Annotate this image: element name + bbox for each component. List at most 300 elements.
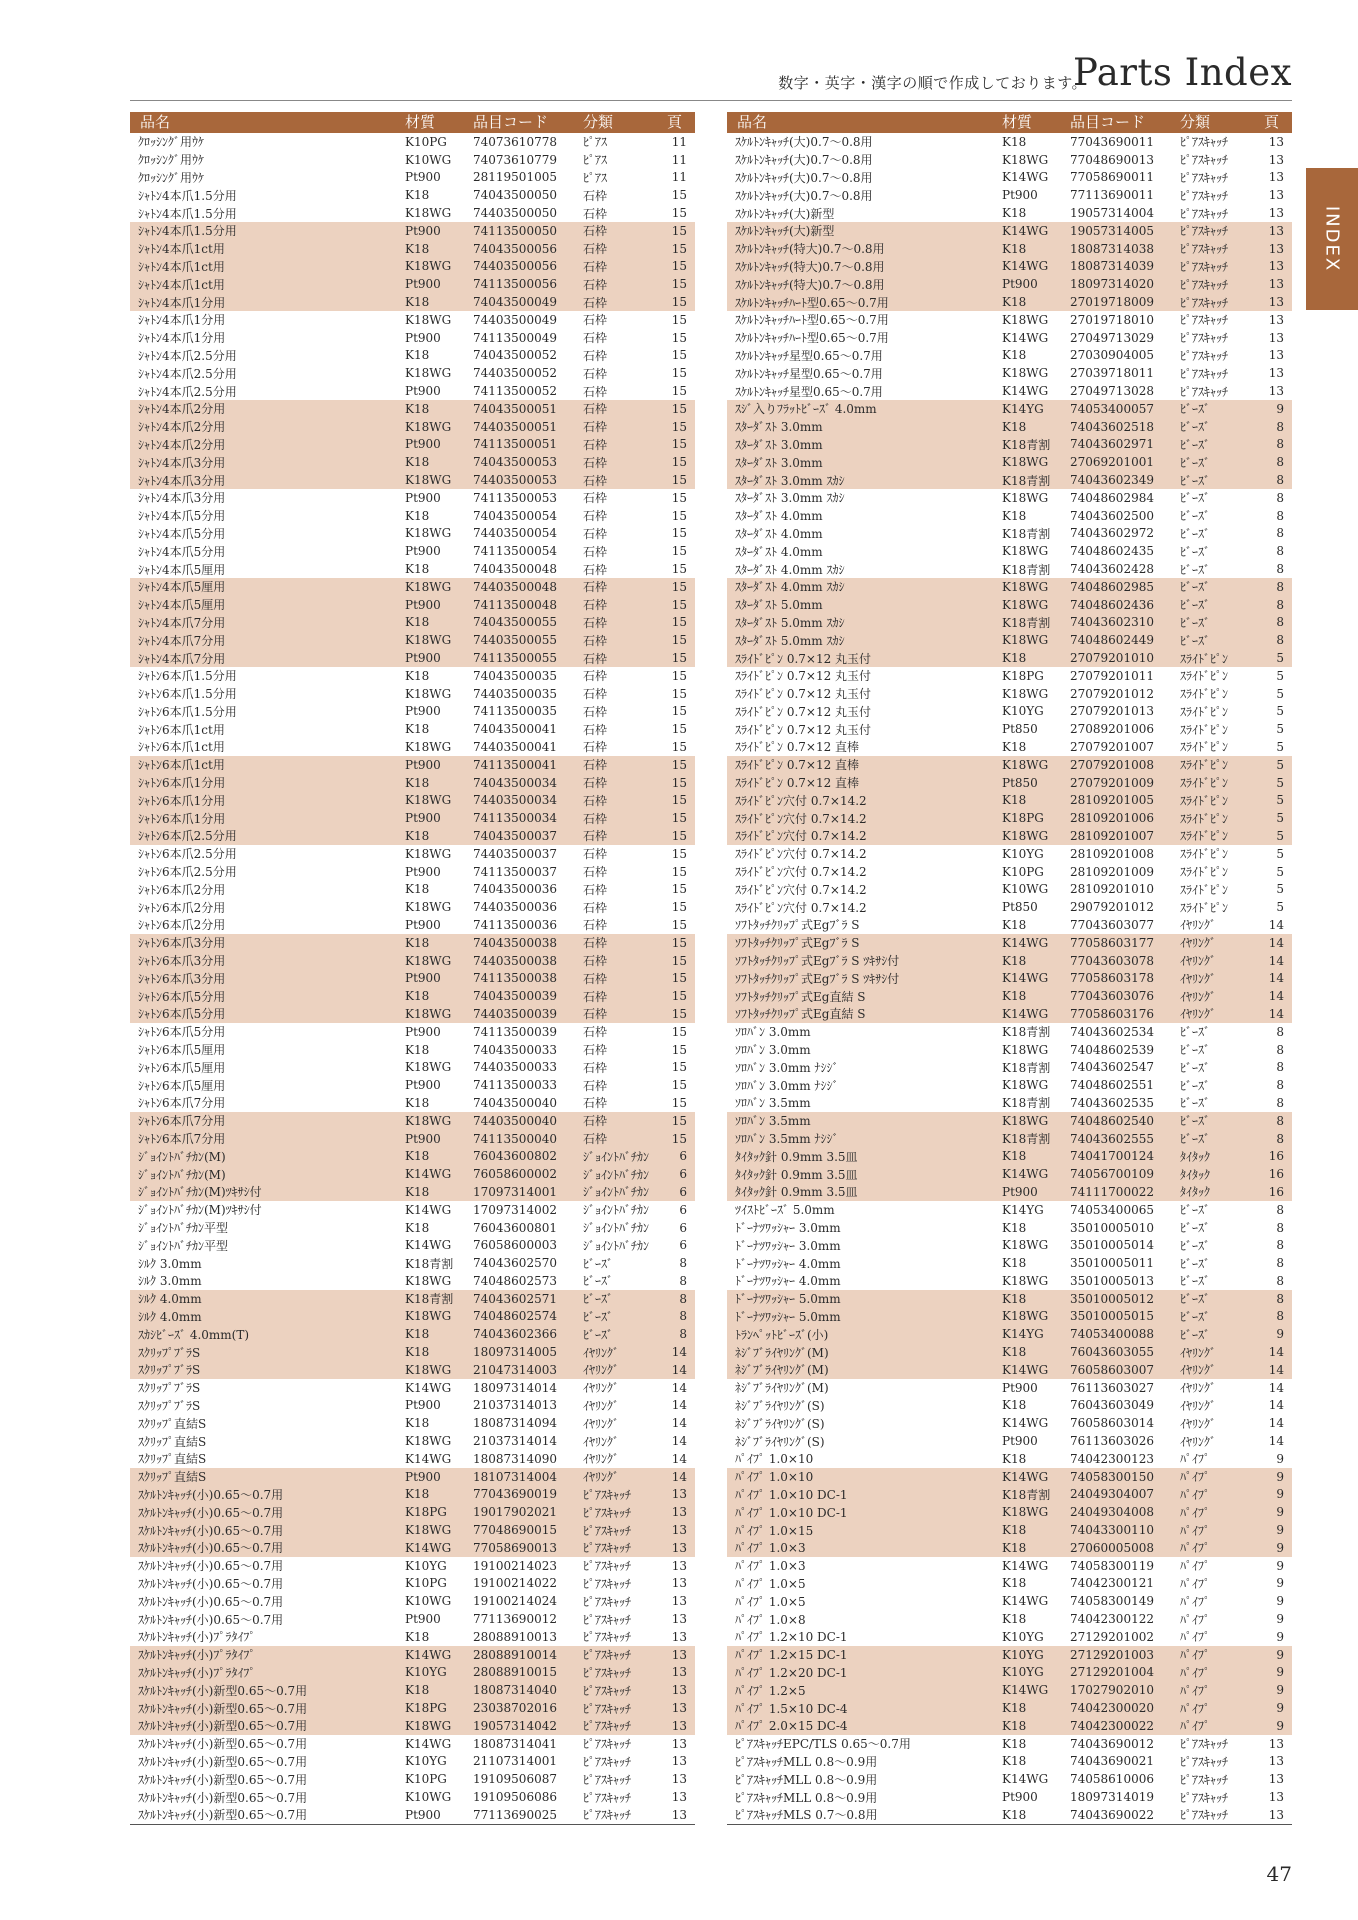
material-cell: Pt900 [405,277,441,292]
part-name-cell: ﾋﾟｱｽｷｬｯﾁMLL 0.8～0.9用 [735,1772,878,1787]
category-cell: ﾊﾟｲﾌﾟ [1180,1701,1211,1716]
table-row [727,1788,1292,1806]
part-name-cell: ｼｬﾄﾝ4本爪7分用 [138,615,226,630]
item-code-cell: 74403500056 [473,259,557,274]
item-code-cell: 74041700124 [1070,1149,1154,1164]
category-cell: ｽﾗｲﾄﾞﾋﾟﾝ [1180,776,1229,791]
material-cell: K14WG [1002,1006,1049,1021]
page-cell: 15 [671,917,687,932]
category-cell: ﾋﾟｱｽｷｬｯﾁ [583,1594,632,1609]
table-row [130,1521,695,1539]
material-cell: K18WG [405,739,452,754]
header-divider [130,100,1292,101]
material-cell: Pt900 [405,597,441,612]
page-cell: 15 [671,811,687,826]
material-cell: K18 [405,775,430,790]
page-cell: 13 [671,1505,687,1520]
part-name-cell: ｽｸﾘｯﾌﾟ直結S [138,1452,207,1467]
item-code-cell: 77048690013 [1070,152,1154,167]
table-row [727,1753,1292,1771]
material-cell: K18WG [1002,455,1049,470]
item-code-cell: 76043603055 [1070,1345,1154,1360]
table-row [130,1023,695,1041]
item-code-cell: 77058603178 [1070,971,1154,986]
item-code-cell: 74403500038 [473,953,557,968]
category-cell: ﾋﾞｰｽﾞ [1180,1060,1211,1075]
material-cell: K14YG [1002,1202,1044,1217]
item-code-cell: 74042300122 [1070,1612,1154,1627]
material-cell: K14WG [1002,1772,1049,1787]
material-cell: K14YG [1002,1327,1044,1342]
material-cell: K18青割 [1002,526,1051,541]
category-cell: ﾋﾞｰｽﾞ [583,1309,614,1324]
category-cell: ﾋﾟｱｽｷｬｯﾁ [1180,259,1229,274]
part-name-cell: ｼｬﾄﾝ6本爪2分用 [138,918,226,933]
part-name-cell: ｽｹﾙﾄﾝｷｬｯﾁﾊｰﾄ型0.65～0.7用 [735,313,889,328]
category-cell: 石枠 [583,651,608,666]
item-code-cell: 19057314042 [473,1718,557,1733]
category-cell: ﾋﾟｱｽｷｬｯﾁ [583,1576,632,1591]
table-row [727,1397,1292,1415]
item-code-cell: 74043602349 [1070,473,1154,488]
item-code-cell: 77043603078 [1070,953,1154,968]
page-cell: 15 [671,473,687,488]
part-name-cell: ｸﾛｯｼﾝｸﾞ用ｳｹ [138,135,205,150]
table-row [130,596,695,614]
page-cell: 9 [1276,1469,1284,1484]
category-cell: ﾋﾟｱｽｷｬｯﾁ [583,1808,632,1823]
material-cell: K10YG [1002,846,1044,861]
category-cell: ｼﾞｮｲﾝﾄﾊﾞﾁｶﾝ [583,1167,650,1182]
part-name-cell: ﾊﾟｲﾌﾟ 1.5×10 DC-4 [735,1701,848,1716]
page-cell: 13 [1268,170,1284,185]
category-cell: 石枠 [583,366,608,381]
item-code-cell: 28088910014 [473,1647,557,1662]
page-cell: 5 [1276,739,1284,754]
part-name-cell: ｼﾞｮｲﾝﾄﾊﾞﾁｶﾝ平型 [138,1221,229,1235]
page-cell: 13 [1268,384,1284,399]
category-cell: ｲﾔﾘﾝｸﾞ [583,1434,620,1449]
parts-table-left [130,112,695,1825]
page-cell: 13 [1268,330,1284,345]
page-cell: 8 [1276,597,1284,612]
material-cell: K18青割 [1002,1025,1051,1040]
item-code-cell: 74113500041 [473,757,557,772]
category-cell: ﾋﾞｰｽﾞ [1180,1203,1211,1218]
page-cell: 15 [671,1024,687,1039]
table-row [727,240,1292,258]
category-cell: 石枠 [583,776,608,791]
material-cell: K14WG [1002,935,1049,950]
page-cell: 14 [1268,1345,1284,1360]
page-cell: 14 [671,1434,687,1449]
page-cell: 14 [671,1362,687,1377]
category-cell: ﾋﾞｰｽﾞ [1180,1096,1211,1111]
page-cell: 8 [1276,1238,1284,1253]
material-cell: K18 [1002,241,1027,256]
index-tab-label: INDEX [1321,205,1343,273]
page-cell: 9 [1276,1451,1284,1466]
page-header [130,50,1292,96]
page-cell: 8 [1276,1273,1284,1288]
material-cell: K10YG [1002,1665,1044,1680]
item-code-cell: 27049713029 [1070,330,1154,345]
part-name-cell: ｼｬﾄﾝ6本爪5分用 [138,1025,226,1040]
page-cell: 13 [671,1736,687,1751]
category-cell: ｽﾗｲﾄﾞﾋﾟﾝ [1180,900,1229,915]
item-code-cell: 28088910015 [473,1665,557,1680]
material-cell: K18 [1002,1451,1027,1466]
item-code-cell: 74403500036 [473,900,557,915]
table-row [130,1432,695,1450]
category-cell: ﾋﾟｱｽｷｬｯﾁ [583,1630,632,1645]
table-row [130,1112,695,1130]
item-code-cell: 28109201007 [1070,828,1154,843]
material-cell: K10PG [1002,864,1044,879]
table-row [130,275,695,293]
page-cell: 8 [1276,1202,1284,1217]
material-cell: K14WG [1002,1558,1049,1573]
page-cell: 8 [679,1327,687,1342]
part-name-cell: ﾄﾞｰﾅﾂﾜｯｼｬｰ 5.0mm [735,1292,841,1307]
page-cell: 13 [1268,134,1284,149]
part-name-cell: ｼｬﾄﾝ4本爪5分用 [138,509,226,524]
material-cell: Pt900 [405,651,441,665]
material-cell: K18PG [1002,668,1044,683]
category-cell: 石枠 [583,989,608,1004]
item-code-cell: 35010005010 [1070,1220,1154,1235]
category-cell: 石枠 [583,562,608,577]
category-cell: 石枠 [583,882,608,897]
category-cell: ｼﾞｮｲﾝﾄﾊﾞﾁｶﾝ [583,1149,650,1164]
category-cell: ﾋﾞｰｽﾞ [1180,1238,1211,1253]
column-header-material: 材質 [405,113,436,131]
category-cell: ﾋﾞｰｽﾞ [1180,562,1211,577]
page-cell: 13 [671,1540,687,1555]
category-cell: ﾋﾞｰｽﾞ [1180,509,1211,524]
part-name-cell: ｼｬﾄﾝ6本爪7分用 [138,1096,226,1111]
page-cell: 13 [671,1701,687,1716]
item-code-cell: 74043500039 [473,989,557,1004]
page-cell: 9 [1276,1701,1284,1716]
part-name-cell: ﾊﾟｲﾌﾟ 1.0×5 [735,1576,806,1591]
page-cell: 15 [671,846,687,861]
table-row [130,1806,695,1824]
part-name-cell: ﾊﾟｲﾌﾟ 1.0×3 [735,1541,806,1556]
part-name-cell: ﾊﾟｲﾌﾟ 1.2×20 DC-1 [735,1665,848,1680]
page-cell: 15 [671,597,687,612]
part-name-cell: ｽｹﾙﾄﾝｷｬｯﾁ(大)0.7～0.8用 [735,170,873,185]
part-name-cell: ｽﾗｲﾄﾞﾋﾟﾝ 0.7×12 丸玉付 [735,687,872,702]
part-name-cell: ｸﾛｯｼﾝｸﾞ用ｳｹ [138,153,205,168]
category-cell: ｽﾗｲﾄﾞﾋﾟﾝ [1180,793,1229,808]
category-cell: 石枠 [583,224,608,239]
page-cell: 15 [671,900,687,915]
part-name-cell: ｽﾀｰﾀﾞｽﾄ 4.0mm [735,544,823,559]
table-row [727,1628,1292,1646]
category-cell: 石枠 [583,544,608,559]
material-cell: K14WG [1002,1416,1049,1431]
part-name-cell: ｼｬﾄﾝ4本爪2分用 [138,437,226,452]
table-row [727,1486,1292,1504]
page-cell: 13 [671,1487,687,1502]
page-cell: 15 [671,490,687,505]
table-row [130,382,695,400]
material-cell: K18青割 [405,1256,454,1271]
material-cell: K14WG [405,1451,452,1466]
category-cell: ﾋﾞｰｽﾞ [1180,1292,1211,1307]
table-row [130,934,695,952]
part-name-cell: ｼﾙｸ 4.0mm [138,1309,202,1324]
part-name-cell: ｼｬﾄﾝ6本爪1.5分用 [138,704,237,719]
page-cell: 15 [671,366,687,381]
item-code-cell: 18107314004 [473,1469,557,1484]
item-code-cell: 74043500053 [473,455,557,470]
material-cell: K18WG [1002,1113,1049,1128]
table-row [130,1628,695,1646]
table-row [727,756,1292,774]
parts-table-right [727,112,1292,1825]
table-row [727,1058,1292,1076]
table-row [130,1005,695,1023]
item-code-cell: 19109506087 [473,1772,557,1787]
category-cell: ﾋﾟｱｽｷｬｯﾁ [1180,170,1229,185]
page-cell: 15 [671,615,687,630]
category-cell: ﾋﾟｱｽｷｬｯﾁ [1180,384,1229,399]
page-cell: 15 [671,971,687,986]
material-cell: K18WG [405,846,452,861]
page-cell: 13 [1268,241,1284,256]
table-bottom-rule [727,1824,1292,1825]
table-row [727,952,1292,970]
item-code-cell: 74043602971 [1070,437,1154,452]
page-cell: 15 [671,544,687,559]
table-row [727,916,1292,934]
table-row [130,560,695,578]
table-row [727,880,1292,898]
material-cell: K18 [405,935,430,950]
table-row [130,1681,695,1699]
table-row [727,720,1292,738]
part-name-cell: ｼｬﾄﾝ6本爪1ct用 [138,740,225,755]
item-code-cell: 74043500052 [473,348,557,363]
part-name-cell: ｼｬﾄﾝ6本爪5厘用 [138,1078,226,1093]
table-row [130,578,695,596]
item-code-cell: 74048602985 [1070,579,1154,594]
category-cell: ｼﾞｮｲﾝﾄﾊﾞﾁｶﾝ [583,1185,650,1200]
table-row [130,1486,695,1504]
table-row [727,507,1292,525]
item-code-cell: 74043602555 [1070,1131,1154,1146]
page-cell: 9 [1276,1487,1284,1502]
table-row [130,774,695,792]
page-cell: 13 [1268,277,1284,292]
part-name-cell: ｽﾗｲﾄﾞﾋﾟﾝ 0.7×12 直棒 [735,740,860,755]
table-row [727,169,1292,187]
table-row [130,1130,695,1148]
item-code-cell: 74043500055 [473,615,557,630]
part-name-cell: ｽｹﾙﾄﾝｷｬｯﾁ(小)新型0.65～0.7用 [138,1719,308,1734]
material-cell: Pt900 [405,757,441,772]
item-code-cell: 74043500050 [473,188,557,203]
table-row [130,720,695,738]
part-name-cell: ｿﾛﾊﾞﾝ 3.0mm [735,1043,811,1058]
table-row [727,1539,1292,1557]
material-cell: K14WG [405,1238,452,1253]
item-code-cell: 18097314014 [473,1380,557,1395]
category-cell: 石枠 [583,1043,608,1058]
part-name-cell: ｽｹﾙﾄﾝｷｬｯﾁ(小)0.65～0.7用 [138,1559,284,1574]
item-code-cell: 77113690025 [473,1807,557,1822]
table-row [130,738,695,756]
table-row [130,1094,695,1112]
table-row [130,1201,695,1219]
part-name-cell: ｽｹﾙﾄﾝｷｬｯﾁ星型0.65～0.7用 [735,366,883,381]
category-cell: 石枠 [583,491,608,506]
material-cell: Pt900 [405,917,441,932]
item-code-cell: 76058600002 [473,1167,557,1182]
page-cell: 8 [679,1309,687,1324]
part-name-cell: ｿﾌﾄﾀｯﾁｸﾘｯﾌﾟ式Egﾌﾞﾗ S [735,936,860,951]
item-code-cell: 27049713028 [1070,384,1154,399]
item-code-cell: 74113500038 [473,971,557,986]
part-name-cell: ｼｬﾄﾝ6本爪1.5分用 [138,687,237,702]
table-row [727,1361,1292,1379]
material-cell: K18 [405,562,430,577]
category-cell: ﾋﾟｱｽｷｬｯﾁ [583,1701,632,1716]
page-cell: 14 [1268,1434,1284,1449]
table-row [727,489,1292,507]
item-code-cell: 28109201008 [1070,846,1154,861]
category-cell: 石枠 [583,295,608,310]
item-code-cell: 18097314020 [1070,277,1154,292]
material-cell: Pt900 [405,330,441,345]
item-code-cell: 74043300110 [1070,1523,1154,1538]
table-row [130,240,695,258]
category-cell: ﾋﾞｰｽﾞ [1180,491,1211,506]
part-name-cell: ｽｹﾙﾄﾝｷｬｯﾁ(小)0.65～0.7用 [138,1505,284,1520]
table-row [130,703,695,721]
page-cell: 13 [1268,188,1284,203]
page-cell: 14 [1268,1398,1284,1413]
part-name-cell: ｼｬﾄﾝ6本爪2分用 [138,882,226,897]
part-name-cell: ｽｹﾙﾄﾝｷｬｯﾁ星型0.65～0.7用 [735,348,883,363]
item-code-cell: 74048602435 [1070,544,1154,559]
page-cell: 8 [1276,473,1284,488]
page-cell: 8 [1276,544,1284,559]
material-cell: K18 [405,1184,430,1199]
item-code-cell: 21107314001 [473,1754,557,1769]
item-code-cell: 74043500054 [473,508,557,523]
part-name-cell: ｽｹﾙﾄﾝｷｬｯﾁ(小)0.65～0.7用 [138,1523,284,1538]
part-name-cell: ｽﾀｰﾀﾞｽﾄ 3.0mm [735,437,823,452]
material-cell: K14WG [405,1736,452,1751]
part-name-cell: ｽｹﾙﾄﾝｷｬｯﾁ(小)ﾌﾟﾗﾀｲﾌﾟ [138,1665,256,1680]
material-cell: K18WG [405,1309,452,1324]
page-cell: 15 [671,757,687,772]
material-cell: K18 [1002,1612,1027,1627]
page-cell: 14 [671,1416,687,1431]
page-cell: 13 [1268,1807,1284,1822]
page-cell: 6 [679,1238,687,1253]
item-code-cell: 74043500056 [473,241,557,256]
table-row [727,1557,1292,1575]
item-code-cell: 74043602570 [473,1256,557,1271]
part-name-cell: ｽﾗｲﾄﾞﾋﾟﾝ穴付 0.7×14.2 [735,811,867,826]
table-row [130,1379,695,1397]
part-name-cell: ｽﾀｰﾀﾞｽﾄ 4.0mm ｽｶｼ [735,580,845,595]
table-row [727,1165,1292,1183]
page-cell: 14 [1268,917,1284,932]
part-name-cell: ｼｬﾄﾝ6本爪5厘用 [138,1060,226,1075]
category-cell: ｲﾔﾘﾝｸﾞ [583,1363,620,1378]
page-cell: 8 [1276,490,1284,505]
table-row [727,791,1292,809]
item-code-cell: 74042300020 [1070,1701,1154,1716]
page-cell: 15 [671,223,687,238]
table-row [727,1005,1292,1023]
category-cell: ｲﾔﾘﾝｸﾞ [1180,954,1217,969]
item-code-cell: 74043602366 [473,1327,557,1342]
item-code-cell: 27129201002 [1070,1629,1154,1644]
part-name-cell: ﾀｲﾀｯｸ針 0.9mm 3.5皿 [735,1167,858,1182]
page-cell: 13 [1268,366,1284,381]
part-name-cell: ｼｬﾄﾝ6本爪1分用 [138,776,226,791]
material-cell: K18 [405,882,430,897]
table-row [130,614,695,632]
item-code-cell: 74042300123 [1070,1451,1154,1466]
category-cell: ﾋﾟｱｽｷｬｯﾁ [583,1790,632,1805]
table-row [130,1058,695,1076]
page-cell: 9 [1276,1540,1284,1555]
table-row [130,1735,695,1753]
material-cell: K18 [405,1095,430,1110]
material-cell: K18 [405,348,430,363]
part-name-cell: ｼｬﾄﾝ4本爪1.5分用 [138,224,237,239]
material-cell: K18 [405,188,430,203]
material-cell: K18青割 [1002,1487,1051,1502]
item-code-cell: 74043500051 [473,401,557,416]
category-cell: 石枠 [583,259,608,274]
item-code-cell: 35010005014 [1070,1238,1154,1253]
item-code-cell: 74113500035 [473,704,557,719]
table-row [727,1308,1292,1326]
part-name-cell: ｽｹﾙﾄﾝｷｬｯﾁ(小)新型0.65～0.7用 [138,1772,308,1787]
category-cell: ｲﾔﾘﾝｸﾞ [1180,989,1217,1004]
category-cell: ﾋﾟｱｽｷｬｯﾁ [583,1612,632,1627]
category-cell: ｽﾗｲﾄﾞﾋﾟﾝ [1180,704,1229,719]
material-cell: K14WG [405,1202,452,1217]
page-cell: 13 [671,1629,687,1644]
page-cell: 5 [1276,686,1284,701]
table-row [727,1735,1292,1753]
item-code-cell: 76058603014 [1070,1416,1154,1431]
part-name-cell: ﾊﾟｲﾌﾟ 1.0×15 [735,1523,814,1538]
material-cell: K18PG [1002,811,1044,826]
page-cell: 14 [1268,953,1284,968]
table-row [130,507,695,525]
table-row [727,1076,1292,1094]
part-name-cell: ｽｹﾙﾄﾝｷｬｯﾁ(小)新型0.65～0.7用 [138,1683,308,1698]
part-name-cell: ｽｹﾙﾄﾝｷｬｯﾁ(大)0.7～0.8用 [735,135,873,150]
page-cell: 16 [1268,1167,1284,1182]
page-cell: 8 [1276,633,1284,648]
part-name-cell: ｽﾗｲﾄﾞﾋﾟﾝ穴付 0.7×14.2 [735,900,867,915]
item-code-cell: 28088910013 [473,1629,557,1644]
item-code-cell: 76043603049 [1070,1398,1154,1413]
table-row [130,293,695,311]
item-code-cell: 74043500040 [473,1095,557,1110]
